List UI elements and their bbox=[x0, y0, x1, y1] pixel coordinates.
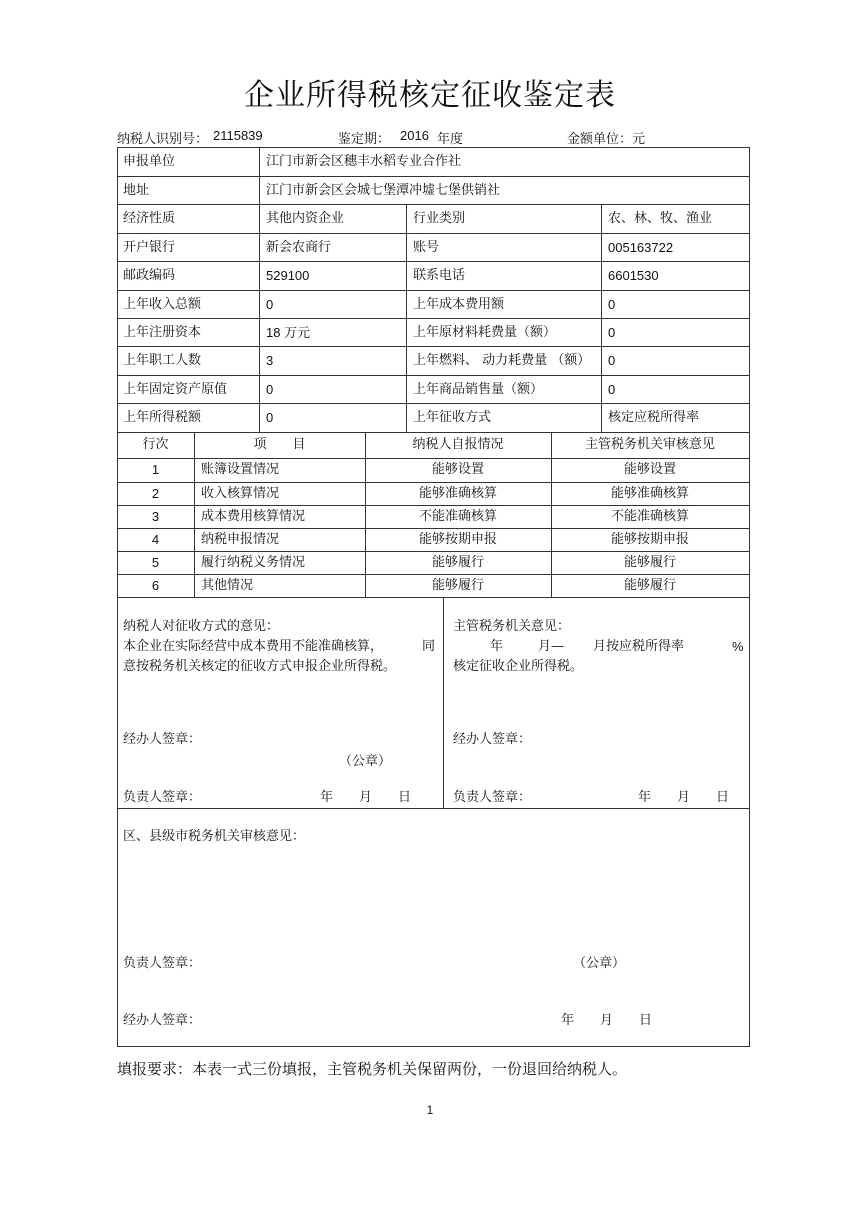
district-seal: （公章） bbox=[573, 956, 626, 971]
address-label: 地址 bbox=[123, 183, 150, 198]
info-label: 上年成本费用额 bbox=[413, 297, 505, 312]
table-rule bbox=[117, 808, 749, 809]
amount-unit: 金额单位：元 bbox=[567, 132, 646, 147]
taxpayer-opinion-text-2: 意按税务机关核定的征收方式申报企业所得税。 bbox=[123, 659, 397, 674]
items-row-review: 能够履行 bbox=[623, 578, 676, 593]
items-row-item: 纳税申报情况 bbox=[201, 532, 280, 547]
items-row-no: 3 bbox=[151, 509, 160, 524]
table-rule bbox=[117, 346, 749, 347]
items-row-no: 2 bbox=[151, 486, 160, 501]
items-row-review: 能够按期申报 bbox=[610, 532, 689, 547]
items-header: 项 目 bbox=[253, 437, 306, 452]
table-rule bbox=[117, 318, 749, 319]
items-header: 行次 bbox=[142, 437, 169, 452]
info-label: 上年注册资本 bbox=[123, 325, 202, 340]
table-rule bbox=[443, 597, 444, 808]
info-label: 邮政编码 bbox=[123, 268, 176, 283]
items-row-self: 能够履行 bbox=[431, 578, 484, 593]
info-label: 开户银行 bbox=[123, 240, 176, 255]
items-row-no: 4 bbox=[151, 532, 160, 547]
district-agent-signature: 经办人签章： bbox=[123, 1013, 202, 1028]
info-label: 上年职工人数 bbox=[123, 353, 202, 368]
info-value: 18 万元 bbox=[266, 325, 311, 340]
table-rule bbox=[117, 147, 749, 148]
items-row-item: 收入核算情况 bbox=[201, 486, 280, 501]
items-row-self: 能够准确核算 bbox=[418, 486, 497, 501]
info-label: 联系电话 bbox=[413, 268, 466, 283]
taxpayer-agent-signature: 经办人签章： bbox=[123, 732, 202, 747]
info-value: 3 bbox=[266, 353, 274, 368]
info-value: 新会农商行 bbox=[266, 240, 332, 255]
items-row-no: 1 bbox=[151, 462, 160, 477]
table-rule bbox=[117, 375, 749, 376]
table-rule bbox=[406, 204, 407, 432]
district-opinion-title: 区、县级市税务机关审核意见： bbox=[123, 829, 306, 844]
items-row-item: 成本费用核算情况 bbox=[201, 509, 306, 524]
period-suffix: 年度 bbox=[437, 132, 464, 147]
items-row-review: 能够履行 bbox=[623, 555, 676, 570]
taxpayer-date: 年 月 日 bbox=[320, 790, 412, 805]
taxpayer-seal: （公章） bbox=[339, 754, 392, 769]
taxpayer-id: 2115839 bbox=[213, 128, 263, 143]
info-value: 005163722 bbox=[608, 240, 674, 255]
info-value: 0 bbox=[266, 297, 274, 312]
items-row-self: 能够设置 bbox=[431, 462, 484, 477]
items-row-item: 账簿设置情况 bbox=[201, 462, 280, 477]
info-label: 经济性质 bbox=[123, 211, 176, 226]
taxpayer-id-label: 纳税人识别号： bbox=[117, 132, 209, 147]
info-value: 529100 bbox=[266, 268, 310, 283]
authority-percent: % bbox=[732, 639, 744, 654]
table-rule bbox=[194, 432, 195, 597]
info-label: 上年原材料耗费量（额） bbox=[413, 325, 557, 340]
period-label: 鉴定期： bbox=[338, 132, 391, 147]
table-rule bbox=[117, 505, 749, 506]
items-header: 主管税务机关审核意见 bbox=[584, 437, 715, 452]
table-rule bbox=[117, 176, 749, 177]
info-value: 0 bbox=[608, 353, 616, 368]
info-label: 上年商品销售量（额） bbox=[413, 382, 544, 397]
authority-rate-text: 月按应税所得率 bbox=[593, 639, 685, 654]
items-row-review: 能够设置 bbox=[623, 462, 676, 477]
items-row-item: 其他情况 bbox=[201, 578, 254, 593]
authority-opinion-text-2: 核定征收企业所得税。 bbox=[453, 659, 584, 674]
table-rule bbox=[117, 1046, 750, 1047]
table-rule bbox=[601, 204, 602, 432]
table-rule bbox=[117, 458, 749, 459]
info-value: 0 bbox=[608, 297, 616, 312]
authority-year: 年 bbox=[490, 639, 504, 654]
info-label: 上年固定资产原值 bbox=[123, 382, 228, 397]
items-row-self: 能够按期申报 bbox=[418, 532, 497, 547]
items-row-review: 不能准确核算 bbox=[610, 509, 689, 524]
address-value: 江门市新会区会城七堡潭冲墟七堡供销社 bbox=[266, 183, 501, 198]
authority-agent-signature: 经办人签章： bbox=[453, 732, 532, 747]
period-year: 2016 bbox=[400, 128, 429, 143]
items-row-self: 不能准确核算 bbox=[418, 509, 497, 524]
taxpayer-opinion-title: 纳税人对征收方式的意见： bbox=[123, 619, 280, 634]
items-row-review: 能够准确核算 bbox=[610, 486, 689, 501]
table-rule bbox=[749, 147, 750, 1047]
page-number: 1 bbox=[426, 1103, 434, 1117]
table-rule bbox=[117, 574, 749, 575]
authority-date: 年 月 日 bbox=[638, 790, 730, 805]
info-value: 核定应税所得率 bbox=[608, 410, 700, 425]
info-value: 6601530 bbox=[608, 268, 659, 283]
authority-month: 月— bbox=[538, 639, 565, 654]
table-rule bbox=[117, 403, 749, 404]
info-value: 农、林、牧、渔业 bbox=[608, 211, 713, 226]
info-label: 上年收入总额 bbox=[123, 297, 202, 312]
items-header: 纳税人自报情况 bbox=[412, 437, 504, 452]
items-row-item: 履行纳税义务情况 bbox=[201, 555, 306, 570]
authority-principal-signature: 负责人签章： bbox=[453, 790, 532, 805]
table-rule bbox=[259, 147, 260, 432]
info-label: 上年燃料、 动力耗费量 （额） bbox=[413, 353, 591, 368]
filing-requirement-note: 填报要求：本表一式三份填报，主管税务机关保留两份，一份退回给纳税人。 bbox=[117, 1060, 628, 1078]
table-rule bbox=[117, 233, 749, 234]
table-rule bbox=[117, 204, 749, 205]
info-label: 行业类别 bbox=[413, 211, 466, 226]
district-date: 年 月 日 bbox=[561, 1013, 653, 1028]
table-rule bbox=[117, 597, 749, 598]
items-row-no: 6 bbox=[151, 578, 160, 593]
info-value: 0 bbox=[608, 325, 616, 340]
table-rule bbox=[117, 261, 749, 262]
taxpayer-opinion-text: 本企业在实际经营中成本费用不能准确核算， bbox=[123, 639, 384, 654]
taxpayer-principal-signature: 负责人签章： bbox=[123, 790, 202, 805]
table-rule bbox=[117, 290, 749, 291]
declarant-label: 申报单位 bbox=[123, 154, 176, 169]
taxpayer-opinion-text-end: 同 bbox=[422, 639, 436, 654]
form-title: 企业所得税核定征收鉴定表 bbox=[244, 78, 616, 113]
info-value: 其他内资企业 bbox=[266, 211, 345, 226]
items-row-self: 能够履行 bbox=[431, 555, 484, 570]
info-label: 上年所得税额 bbox=[123, 410, 202, 425]
district-principal-signature: 负责人签章： bbox=[123, 956, 202, 971]
table-rule bbox=[117, 551, 749, 552]
info-value: 0 bbox=[266, 410, 274, 425]
authority-opinion-title: 主管税务机关意见： bbox=[453, 619, 571, 634]
info-label: 上年征收方式 bbox=[413, 410, 492, 425]
info-value: 0 bbox=[608, 382, 616, 397]
info-label: 账号 bbox=[413, 240, 440, 255]
table-rule bbox=[117, 432, 749, 433]
items-row-no: 5 bbox=[151, 555, 160, 570]
info-value: 0 bbox=[266, 382, 274, 397]
table-rule bbox=[117, 528, 749, 529]
declarant-value: 江门市新会区穗丰水稻专业合作社 bbox=[266, 154, 462, 169]
table-rule bbox=[117, 482, 749, 483]
